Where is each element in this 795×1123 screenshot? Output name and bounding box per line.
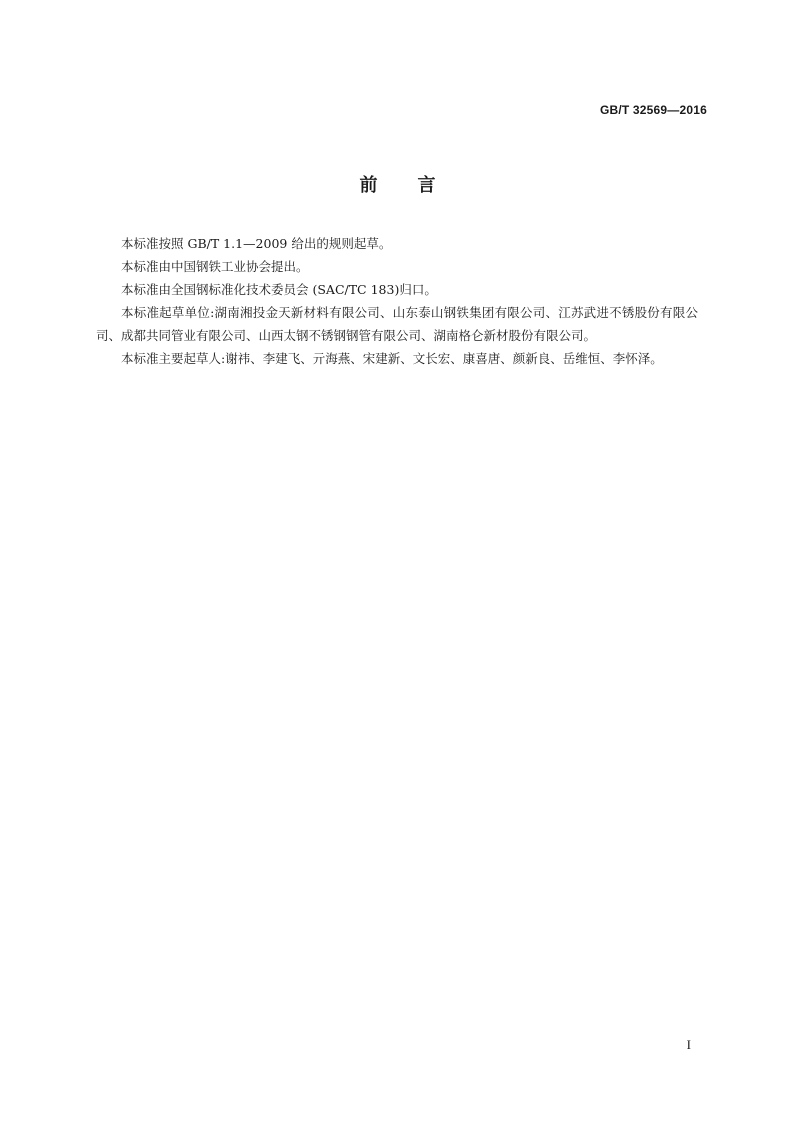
foreword-body <box>96 232 698 370</box>
page-number: I <box>686 1037 691 1052</box>
title-char-qian: 前 <box>359 175 378 196</box>
title-char-yan: 言 <box>417 175 436 196</box>
page-title <box>0 171 795 197</box>
paragraph-drafting-units: 本标准起草单位:湖南湘投金天新材料有限公司、山东泰山钢铁集团有限公司、江苏武进不锈股份有限公司、成都共同管业有限公司、山西太钢不锈钢钢管有限公司、湖南格仑新材股份有限公司。 <box>96 305 698 343</box>
paragraph-proposer: 本标准由中国钢铁工业协会提出。 <box>121 259 309 274</box>
paragraph-committee: 本标准由全国钢标准化技术委员会 (SAC/TC 183)归口。 <box>121 282 437 297</box>
paragraph-drafting-rules: 本标准按照 GB/T 1.1—2009 给出的规则起草。 <box>121 236 392 251</box>
standard-number: GB/T 32569—2016 <box>599 103 707 117</box>
paragraph-drafters: 本标准主要起草人:谢祎、李建飞、亓海燕、宋建新、文长宏、康喜唐、颜新良、岳维恒、李怀泽。 <box>121 351 663 366</box>
